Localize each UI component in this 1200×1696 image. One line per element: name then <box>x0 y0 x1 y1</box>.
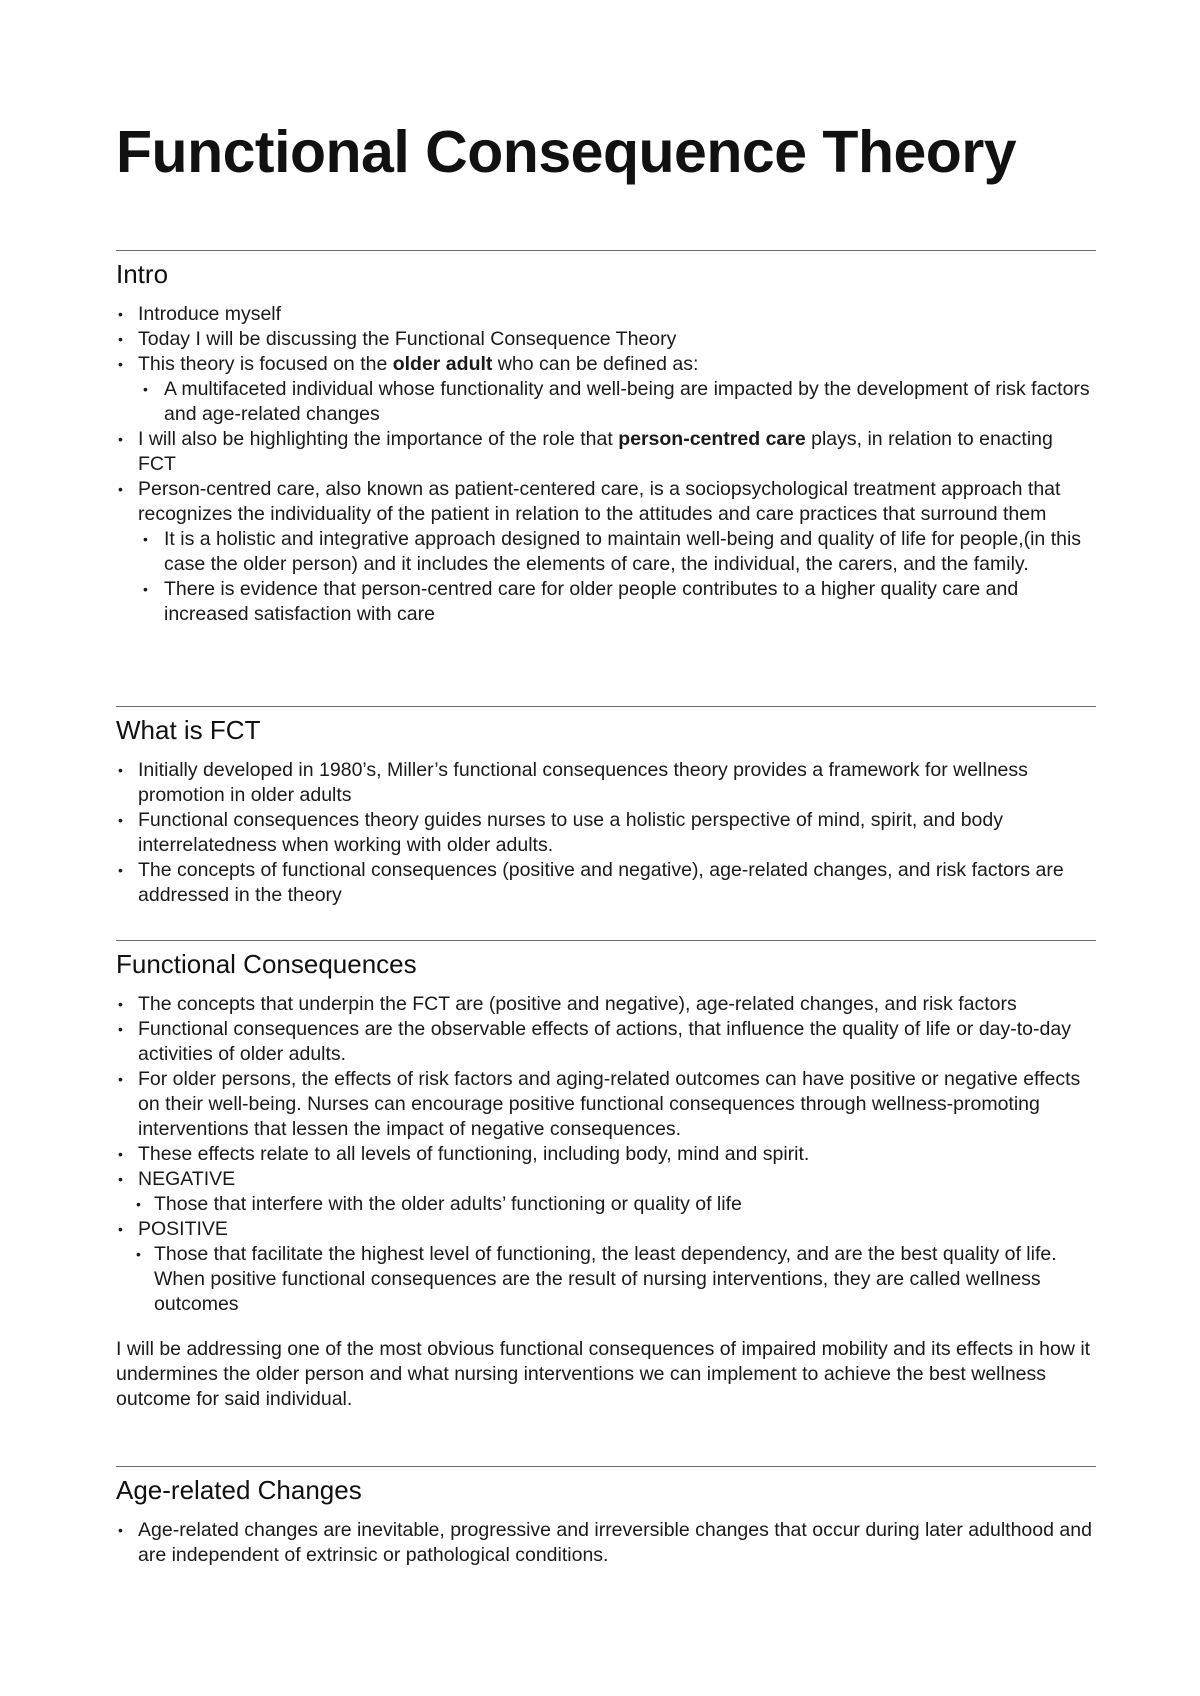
list-item: • It is a holistic and integrative approach designed to maintain well-being and quality of life for people,(in this case the older person) and it includes the elements of care, the individual, the carers, and the family. <box>116 527 1096 577</box>
section-divider <box>116 1466 1096 1467</box>
list-item: • Functional consequences theory guides nurses to use a holistic perspective of mind, spirit, and body interrelatedness when working with older adults. <box>116 808 1096 858</box>
bullet-list <box>116 758 1096 908</box>
bullet-list <box>116 1518 1096 1568</box>
bullet-list <box>116 302 1096 627</box>
bold-term: person-centred care <box>618 428 806 450</box>
list-item: • The concepts that underpin the FCT are (positive and negative), age-related changes, and risk factors <box>116 992 1096 1017</box>
list-item: • POSITIVE <box>116 1217 1096 1242</box>
list-item: • Initially developed in 1980’s, Miller’s functional consequences theory provides a framework for wellness promotion in older adults <box>116 758 1096 808</box>
section-age-related-changes <box>116 1466 1096 1568</box>
section-divider <box>116 940 1096 941</box>
bold-term: older adult <box>392 353 493 375</box>
list-item: • A multifaceted individual whose functionality and well-being are impacted by the development of risk factors and age-related changes <box>116 377 1096 427</box>
bullet-list <box>116 992 1096 1317</box>
list-item: • Age-related changes are inevitable, progressive and irreversible changes that occur during later adulthood and are independent of extrinsic or pathological conditions. <box>116 1518 1096 1568</box>
list-item <box>116 427 1096 477</box>
list-item: • NEGATIVE <box>116 1167 1096 1192</box>
section-functional-consequences <box>116 940 1096 1412</box>
list-item: • Functional consequences are the observable effects of actions, that influence the quality of life or day-to-day activities of older adults. <box>116 1017 1096 1067</box>
text-run: who can be defined as: <box>492 353 699 375</box>
list-item <box>116 352 1096 377</box>
section-heading: Intro <box>116 259 169 289</box>
list-item: • There is evidence that person-centred care for older people contributes to a higher quality care and increased satisfaction with care <box>116 577 1096 627</box>
list-item: • The concepts of functional consequences (positive and negative), age-related changes, and risk factors are addressed in the theory <box>116 858 1096 908</box>
text-run: I will also be highlighting the importance of the role that <box>138 428 619 450</box>
section-heading: What is FCT <box>116 715 261 745</box>
section-intro <box>116 250 1096 627</box>
section-divider <box>116 706 1096 707</box>
list-item: • Person-centred care, also known as patient-centered care, is a sociopsychological treatment approach that recognizes the individuality of the patient in relation to the attitudes and care practices that surround them <box>116 477 1096 527</box>
list-item: • Today I will be discussing the Functional Consequence Theory <box>116 327 1096 352</box>
document-title: Functional Consequence Theory <box>116 119 1017 185</box>
list-item: • Those that interfere with the older adults’ functioning or quality of life <box>116 1192 1096 1217</box>
section-what-is-fct <box>116 706 1096 908</box>
list-item: • These effects relate to all levels of functioning, including body, mind and spirit. <box>116 1142 1096 1167</box>
summary-paragraph: I will be addressing one of the most obvious functional consequences of impaired mobility and its effects in how it undermines the older person and what nursing interventions we can implement to achieve the best wellness outcome for said individual. <box>116 1338 1091 1410</box>
list-item: • Those that facilitate the highest level of functioning, the least dependency, and are the best quality of life. When positive functional consequences are the result of nursing interventions, they are called wellness outcomes <box>116 1242 1096 1317</box>
text-run: plays, in relation to enacting FCT <box>138 428 1053 475</box>
section-heading: Functional Consequences <box>116 949 417 979</box>
list-item: • For older persons, the effects of risk factors and aging-related outcomes can have positive or negative effects on their well-being. Nurses can encourage positive functional consequences through wellness-promoting interventions that lessen the impact of negative consequences. <box>116 1067 1096 1142</box>
section-divider <box>116 250 1096 251</box>
text-run: This theory is focused on the <box>138 353 393 375</box>
section-heading: Age-related Changes <box>116 1475 362 1505</box>
list-item: • Introduce myself <box>116 302 1096 327</box>
